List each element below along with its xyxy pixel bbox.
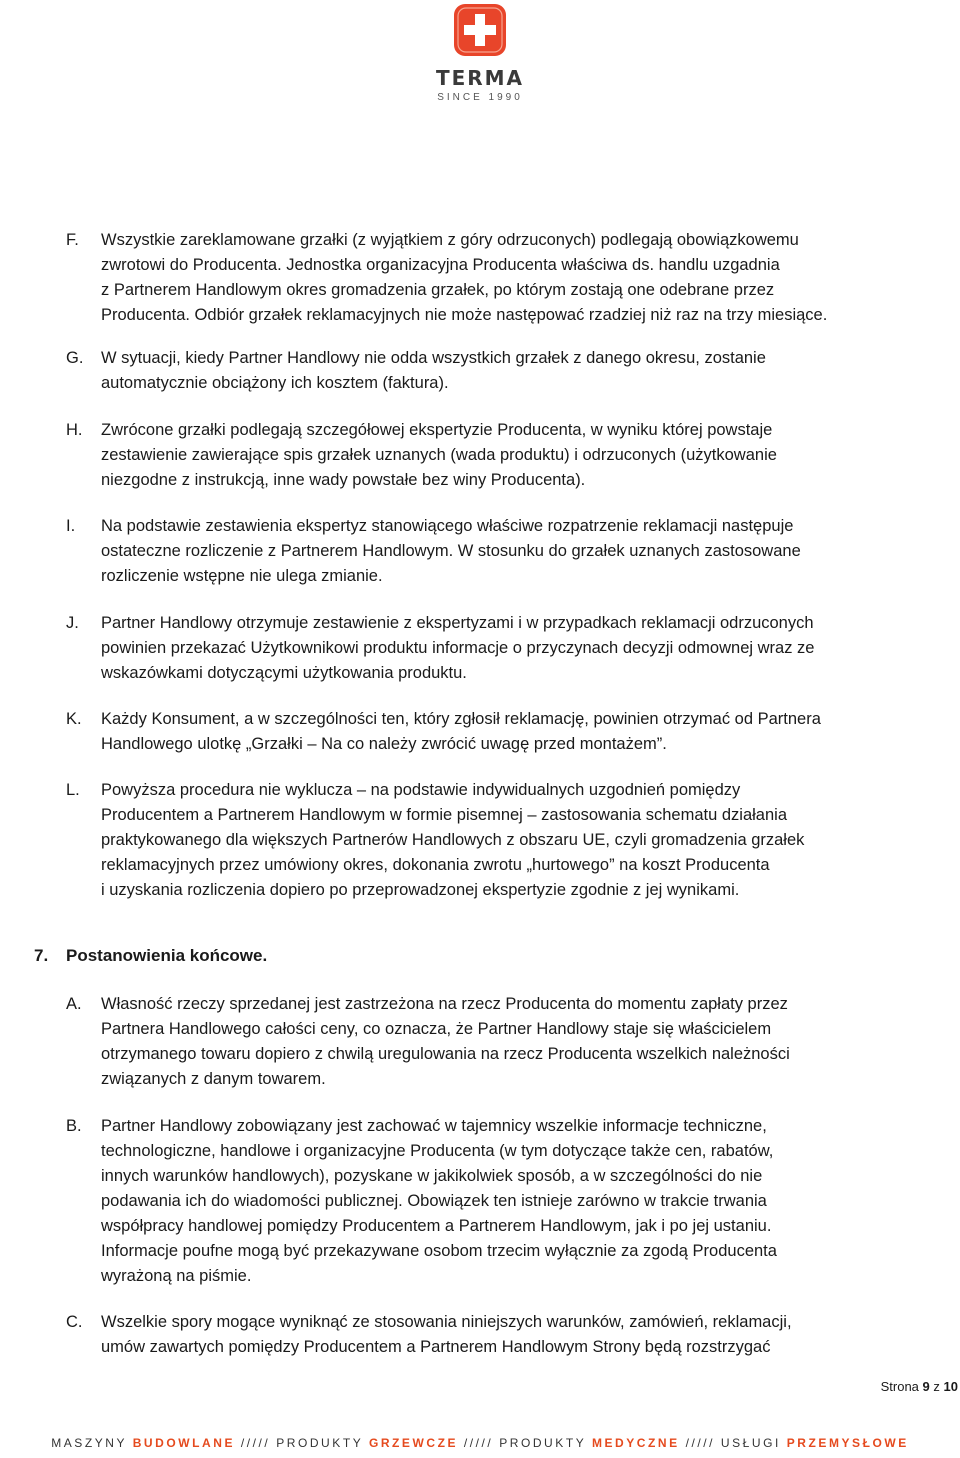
list-item-l (66, 778, 906, 903)
footer-tagline (0, 1436, 960, 1450)
terma-logo (418, 2, 542, 106)
list-item-text: Własność rzeczy sprzedanej jest zastrzeżona na rzecz Producenta do momentu zapłaty przez Partnera Handlowego całości ceny, co oznacza, że Partner Handlowy staje się właścicielem otrzymanego towaru dopiero z chwilą uregulowania na rzecz Producenta wszelkich należności związanych z danym towarem. (101, 995, 790, 1088)
brand-tagline: SINCE 1990 (437, 92, 523, 103)
list-item-text: W sytuacji, kiedy Partner Handlowy nie odda wszystkich grzałek z danego okresu, zostanie automatycznie obciążony ich kosztem (faktura). (101, 349, 766, 392)
list-item-j (66, 611, 906, 686)
footer-part: ///// USŁUGI (679, 1436, 787, 1450)
list-item-text: Na podstawie zestawienia ekspertyz stanowiącego właściwe rozpatrzenie reklamacji następuje ostateczne rozliczenie z Partnerem Handlowym. W stosunku do grzałek uznanych zastosowane rozliczenie wstępne nie ulega zmianie. (101, 517, 801, 585)
footer-emphasis: GRZEWCZE (368, 1436, 458, 1450)
list-item-text: Wszelkie spory mogące wyniknąć ze stosowania niniejszych warunków, zamówień, reklamacji, umów zawartych pomiędzy Producentem a Partnerem Handlowym Strony będą rozstrzygać (101, 1313, 792, 1356)
list-item-letter: F. (66, 231, 79, 249)
footer-part: MASZYNY (51, 1436, 133, 1450)
terma-cross-badge-icon (452, 2, 508, 58)
section-title: Postanowienia końcowe. (66, 946, 268, 965)
page-counter (0, 1379, 958, 1394)
section-number: 7. (34, 946, 49, 965)
list-item-letter: H. (66, 421, 83, 439)
list-item-text: Każdy Konsument, a w szczególności ten, który zgłosił reklamację, powinien otrzymać od Partnera Handlowego ulotkę „Grzałki – Na co należy zwrócić uwagę przed montażem”. (101, 710, 821, 753)
list-item-letter: A. (66, 995, 82, 1013)
section-heading (34, 946, 267, 966)
list-item-letter: L. (66, 781, 80, 799)
list-item-letter: G. (66, 349, 84, 367)
list-item-text: Wszystkie zareklamowane grzałki (z wyjątkiem z góry odrzuconych) podlegają obowiązkowemu zwrotowi do Producenta. Jednostka organizacyjna Producenta właściwa ds. handlu uzgadnia z Partnerem Handlowym okres gromadzenia grzałek, po którym zostają one odebrane przez Producenta. Odbiór grzałek reklamacyjnych nie może następować rzadziej niż raz na trzy miesiące. (101, 231, 828, 324)
list-item-letter: J. (66, 614, 79, 632)
list-item-i (66, 514, 906, 589)
list-item-text: Zwrócone grzałki podlegają szczegółowej ekspertyzie Producenta, w wyniku której powstaje zestawienie zawierające spis grzałek uznanych (wada produktu) i odrzuconych (użytkowanie niezgodne z instrukcją, inne wady powstałe bez winy Producenta). (101, 421, 777, 489)
footer-emphasis: PRZEMYSŁOWE (786, 1436, 909, 1450)
page-current: 9 (922, 1379, 930, 1394)
footer-emphasis: BUDOWLANE (132, 1436, 235, 1450)
footer-emphasis: MEDYCZNE (591, 1436, 680, 1450)
list-item-a (66, 992, 906, 1092)
brand-name: TERMA (435, 66, 525, 90)
page-counter-prefix: Strona (880, 1379, 919, 1394)
list-item-f (66, 228, 906, 328)
list-item-k (66, 707, 906, 757)
list-item-letter: I. (66, 517, 76, 535)
list-item-letter: K. (66, 710, 82, 728)
list-item-letter: C. (66, 1313, 83, 1331)
footer-part: ///// PRODUKTY (235, 1436, 369, 1450)
list-item-h (66, 418, 906, 493)
list-item-c (66, 1310, 906, 1360)
page-total: 10 (943, 1379, 958, 1394)
list-item-letter: B. (66, 1117, 82, 1135)
footer-part: ///// PRODUKTY (458, 1436, 592, 1450)
list-item-text: Partner Handlowy zobowiązany jest zachować w tajemnicy wszelkie informacje techniczne, technologiczne, handlowe i organizacyjne Producenta (w tym dotyczące także cen, rabatów, innych warunków handlowych), pozyskane w jakikolwiek sposób, a w szczególności do nie podawania ich do wiadomości publicznej. Obowiązek ten istnieje zarówno w trakcie trwania współpracy handlowej pomiędzy Producentem a Partnerem Handlowym, jak i po jej ustaniu. Informacje poufne mogą być przekazywane osobom trzecim wyłącznie za zgodą Producenta wyrażoną na piśmie. (101, 1117, 777, 1285)
page-counter-separator: z (933, 1379, 940, 1394)
list-item-b (66, 1114, 906, 1289)
list-item-text: Partner Handlowy otrzymuje zestawienie z ekspertyzami i w przypadkach reklamacji odrzuconych powinien przekazać Użytkownikowi produktu informacje o przyczynach decyzji odmownej wraz ze wskazówkami dotyczącymi użytkowania produktu. (101, 614, 815, 682)
list-item-text: Powyższa procedura nie wyklucza – na podstawie indywidualnych uzgodnień pomiędzy Producentem a Partnerem Handlowym w formie pisemnej – zastosowania schematu działania praktykowanego dla większych Partnerów Handlowych z obszaru UE, czyli gromadzenia grzałek reklamacyjnych przez umówiony okres, dokonania zwrotu „hurtowego” na koszt Producenta i uzyskania rozliczenia dopiero po przeprowadzonej ekspertyzie zgodnie z jej wynikami. (101, 781, 805, 899)
list-item-g (66, 346, 906, 396)
